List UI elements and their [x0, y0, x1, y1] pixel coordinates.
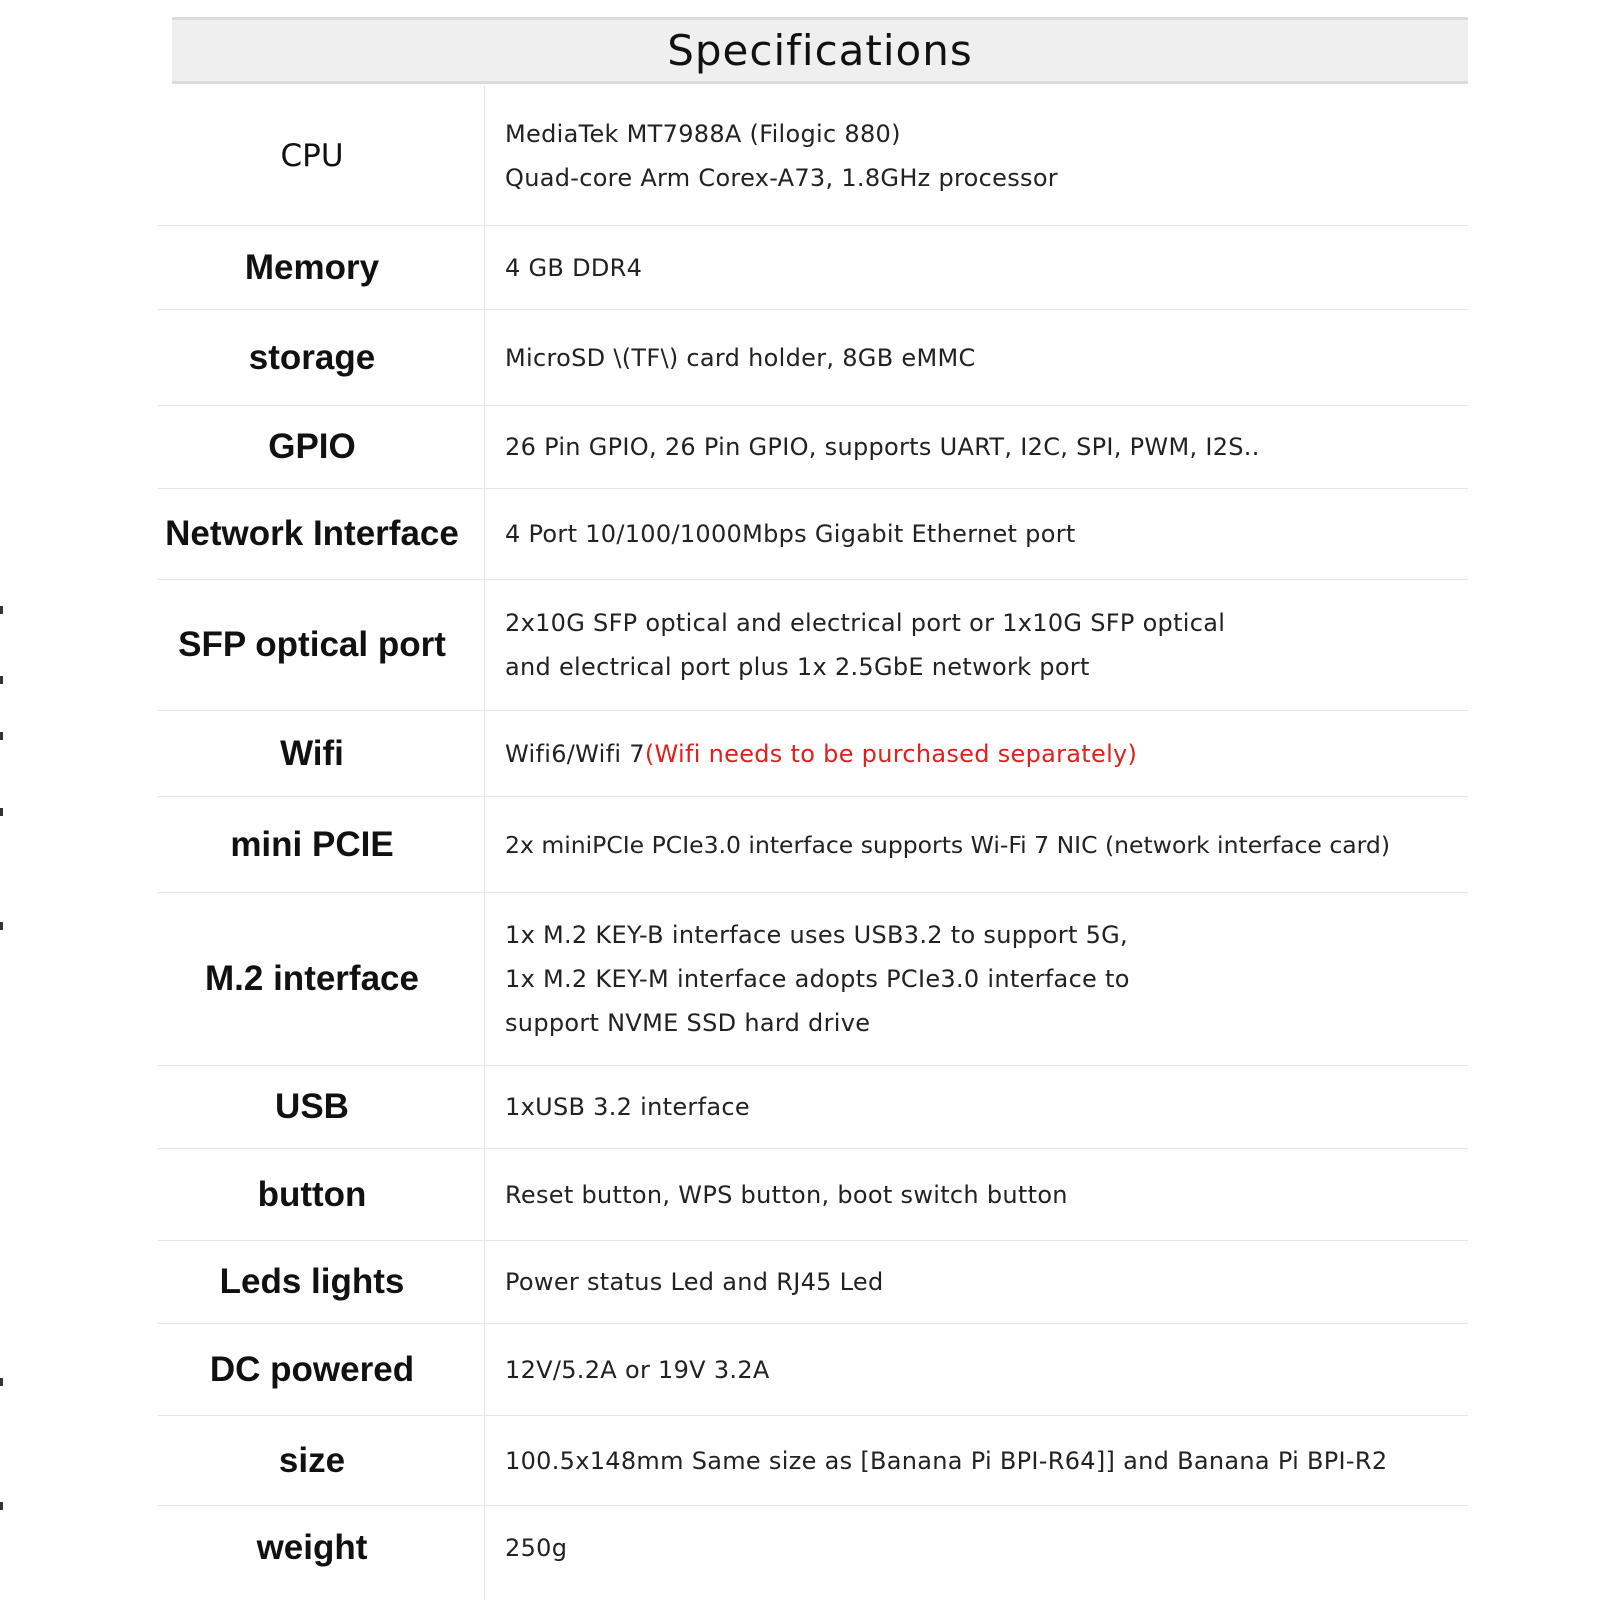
- spec-value-wifi: [466, 732, 1468, 776]
- spec-row-size: [158, 1416, 1468, 1506]
- spec-row-gpio: [158, 406, 1468, 489]
- spec-value-line: 4 Port 10/100/1000Mbps Gigabit Ethernet port: [505, 520, 1076, 548]
- specifications-header: [172, 17, 1468, 84]
- edge-mark: [0, 606, 3, 614]
- spec-value-leds-lights: [466, 1260, 1468, 1304]
- spec-value-line: 2x10G SFP optical and electrical port or 1x10G SFP optical: [505, 609, 1226, 637]
- spec-row-sfp-optical-port: [158, 580, 1468, 711]
- spec-key-storage: storage: [248, 337, 376, 377]
- spec-key-sfp-optical-port: SFP optical port: [178, 625, 446, 664]
- spec-value-storage: [466, 336, 1468, 380]
- spec-key-usb: USB: [275, 1087, 349, 1126]
- spec-key-size: size: [278, 1440, 346, 1480]
- spec-value-line: 1xUSB 3.2 interface: [505, 1093, 750, 1121]
- spec-row-button: [158, 1149, 1468, 1241]
- edge-mark: [0, 1378, 3, 1386]
- spec-key-mini-pcie: mini PCIE: [230, 824, 394, 864]
- spec-row-usb: [158, 1066, 1468, 1149]
- spec-key-weight: weight: [256, 1528, 368, 1567]
- spec-value-network-interface: [466, 512, 1468, 556]
- spec-value-cpu: [466, 112, 1468, 200]
- edge-mark: [0, 922, 3, 930]
- wifi-purchase-note: (Wifi needs to be purchased separately): [644, 739, 1138, 768]
- spec-value-line: 1x M.2 KEY-B interface uses USB3.2 to support 5G,: [505, 921, 1128, 949]
- spec-row-network-interface: [158, 489, 1468, 580]
- spec-value-usb: [466, 1085, 1468, 1129]
- spec-value-gpio: [466, 425, 1468, 469]
- spec-row-leds-lights: [158, 1241, 1468, 1324]
- spec-key-m2-interface: M.2 interface: [205, 959, 419, 998]
- edge-mark: [0, 808, 3, 816]
- edge-mark: [0, 676, 3, 684]
- spec-value-line: 26 Pin GPIO, 26 Pin GPIO, supports UART, I2C, SPI, PWM, I2S..: [505, 433, 1260, 461]
- spec-value-line: MicroSD \(TF\) card holder, 8GB eMMC: [505, 343, 976, 372]
- spec-value-mini-pcie: [466, 823, 1468, 867]
- spec-value-line: and electrical port plus 1x 2.5GbE network port: [505, 653, 1090, 681]
- spec-key-wifi: Wifi: [280, 733, 344, 773]
- spec-value-line: 1x M.2 KEY-M interface adopts PCIe3.0 interface to: [505, 965, 1130, 993]
- spec-key-dc-powered: DC powered: [209, 1349, 415, 1389]
- spec-key-button: button: [257, 1174, 367, 1214]
- spec-row-cpu: [158, 86, 1468, 226]
- spec-value-line: support NVME SSD hard drive: [505, 1009, 871, 1037]
- spec-row-dc-powered: [158, 1324, 1468, 1416]
- spec-row-weight: [158, 1506, 1468, 1590]
- spec-value-line: 250g: [505, 1534, 568, 1562]
- spec-row-mini-pcie: [158, 797, 1468, 893]
- spec-value-memory: [466, 246, 1468, 290]
- spec-key-memory: Memory: [244, 247, 380, 287]
- spec-key-gpio: GPIO: [268, 427, 356, 466]
- spec-row-memory: [158, 226, 1468, 310]
- spec-table: [158, 86, 1468, 1590]
- spec-value-line: 4 GB DDR4: [505, 253, 643, 282]
- edge-mark: [0, 732, 3, 740]
- spec-value-m2-interface: [466, 913, 1468, 1045]
- spec-row-storage: [158, 310, 1468, 406]
- spec-value-sfp-optical-port: [466, 601, 1468, 689]
- spec-row-m2-interface: [158, 893, 1468, 1066]
- edge-mark: [0, 1502, 3, 1510]
- spec-value-size: [466, 1439, 1468, 1483]
- spec-value-weight: [466, 1526, 1468, 1570]
- spec-key-network-interface: Network Interface: [165, 514, 459, 553]
- spec-row-wifi: [158, 711, 1468, 797]
- spec-key-leds-lights: Leds lights: [219, 1262, 405, 1301]
- page-title: Specifications: [667, 26, 973, 75]
- left-edge-artifacts: [0, 0, 4, 1600]
- spec-value-line: 100.5x148mm Same size as [Banana Pi BPI-R64]] and Banana Pi BPI-R2: [505, 1446, 1388, 1475]
- spec-value-button: [466, 1173, 1468, 1217]
- spec-value-line: MediaTek MT7988A (Filogic 880): [505, 119, 901, 148]
- spec-value-line: 2x miniPCIe PCIe3.0 interface supports Wi-Fi 7 NIC (network interface card): [505, 830, 1390, 859]
- spec-value-line: Wifi6/Wifi 7: [505, 739, 645, 768]
- spec-value-dc-powered: [466, 1348, 1468, 1392]
- spec-value-line: Quad-core Arm Corex-A73, 1.8GHz processor: [505, 163, 1058, 192]
- spec-key-cpu: CPU: [280, 137, 344, 174]
- spec-value-line: Power status Led and RJ45 Led: [505, 1268, 884, 1296]
- spec-value-line: Reset button, WPS button, boot switch button: [505, 1180, 1068, 1209]
- spec-value-line: 12V/5.2A or 19V 3.2A: [505, 1355, 770, 1384]
